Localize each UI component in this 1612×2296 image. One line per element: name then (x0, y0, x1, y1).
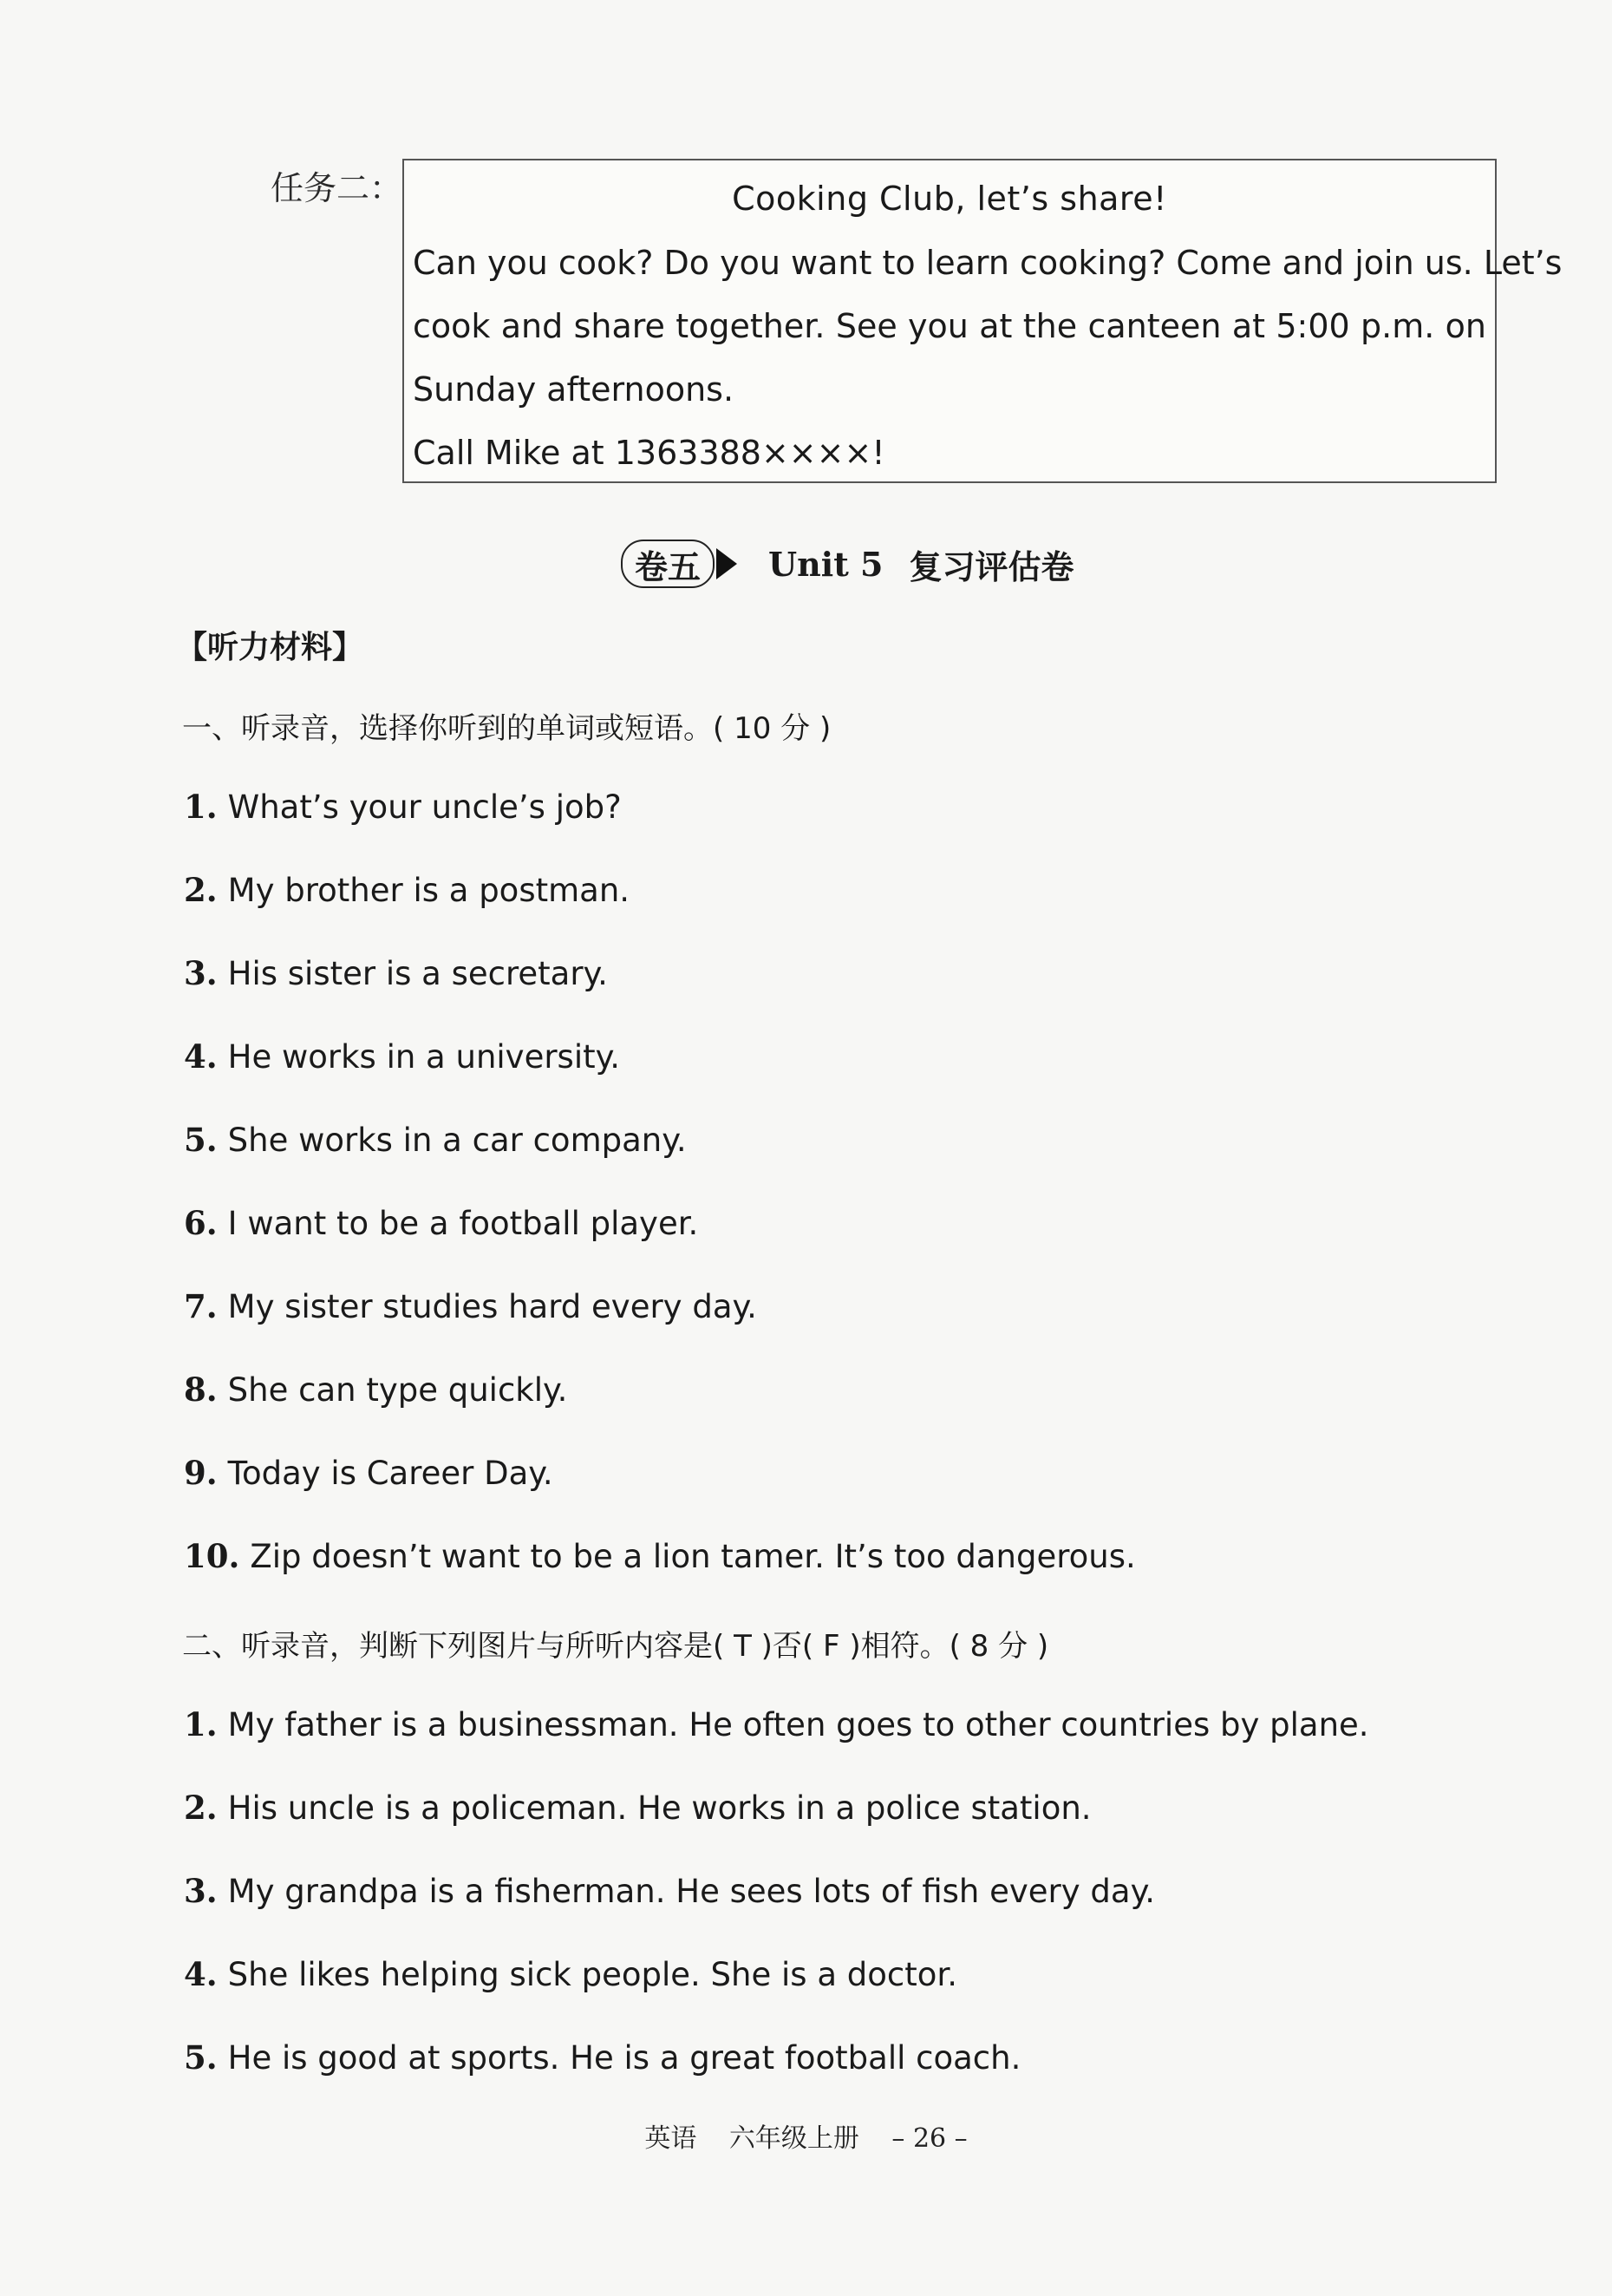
list-item (184, 1705, 1369, 1743)
unit-number: Unit 5 (768, 544, 884, 584)
item-text: He works in a university. (227, 1038, 620, 1076)
notice-title: Cooking Club, let’s share! (732, 180, 1167, 218)
item-text: She likes helping sick people. She is a doctor. (227, 1956, 957, 1993)
item-number: 2. (184, 1789, 218, 1827)
list-item (184, 2038, 1021, 2077)
item-text: What’s your uncle’s job? (227, 788, 622, 826)
list-item (184, 1204, 698, 1242)
unit-heading (621, 538, 1074, 590)
item-number: 2. (184, 871, 218, 909)
section-label: 【听力材料】 (176, 630, 364, 665)
item-text: His sister is a secretary. (227, 955, 608, 992)
item-text: She works in a car company. (227, 1122, 687, 1159)
item-number: 8. (184, 1370, 218, 1409)
list-item (184, 954, 608, 992)
item-text: Today is Career Day. (227, 1455, 553, 1492)
notice-line: Can you cook? Do you want to learn cooking? Come and join us. Let’s (413, 244, 1563, 282)
item-number: 4. (184, 1037, 218, 1076)
item-text: My brother is a postman. (227, 872, 630, 909)
item-number: 6. (184, 1204, 218, 1242)
item-number: 9. (184, 1454, 218, 1492)
task-label: 任务二： (271, 169, 403, 207)
item-text: I want to be a football player. (227, 1205, 699, 1242)
notice-box (402, 159, 1563, 483)
list-item (184, 1789, 1092, 1827)
item-number: 5. (184, 2038, 218, 2077)
list-item (184, 1287, 757, 1325)
list-item (184, 1454, 553, 1492)
item-text: My father is a businessman. He often goes to other countries by plane. (227, 1706, 1369, 1743)
list-item (184, 788, 622, 826)
list-item (184, 1872, 1155, 1910)
item-number: 10. (184, 1537, 240, 1575)
list-item (184, 1955, 957, 1993)
page-footer (0, 2116, 1612, 2155)
item-number: 1. (184, 788, 218, 826)
item-text: My sister studies hard every day. (227, 1288, 757, 1325)
notice-line: Sunday afternoons. (413, 370, 734, 409)
part2-heading: 二、听录音，判断下列图片与所听内容是( T )否( F )相符。( 8 分 ) (182, 1629, 1049, 1664)
footer-subject: 英语 (644, 2123, 697, 2154)
item-number: 7. (184, 1287, 218, 1325)
item-text: She can type quickly. (227, 1371, 568, 1409)
item-number: 3. (184, 954, 218, 992)
item-number: 3. (184, 1872, 218, 1910)
footer-page-number: – 26 – (891, 2123, 968, 2154)
item-text: His uncle is a policeman. He works in a police station. (227, 1789, 1092, 1827)
footer-grade: 六年级上册 (728, 2123, 859, 2154)
item-number: 4. (184, 1955, 218, 1993)
unit-title: 复习评估卷 (909, 546, 1074, 586)
item-number: 5. (184, 1121, 218, 1159)
notice-line: cook and share together. See you at the canteen at 5:00 p.m. on (413, 307, 1486, 345)
paper-badge: 卷五 (621, 540, 715, 588)
item-number: 1. (184, 1705, 218, 1743)
part1-heading: 一、听录音，选择你听到的单词或短语。( 10 分 ) (182, 711, 832, 746)
item-text: He is good at sports. He is a great football coach. (227, 2039, 1021, 2077)
item-text: My grandpa is a fisherman. He sees lots of fish every day. (227, 1873, 1155, 1910)
list-item (184, 1121, 687, 1159)
list-item (184, 871, 630, 909)
arrow-icon (716, 548, 737, 579)
list-item (184, 1370, 567, 1409)
list-item (184, 1037, 620, 1076)
item-text: Zip doesn’t want to be a lion tamer. It’s too dangerous. (250, 1538, 1136, 1575)
notice-line: Call Mike at 1363388××××! (413, 434, 885, 472)
list-item (184, 1537, 1136, 1575)
